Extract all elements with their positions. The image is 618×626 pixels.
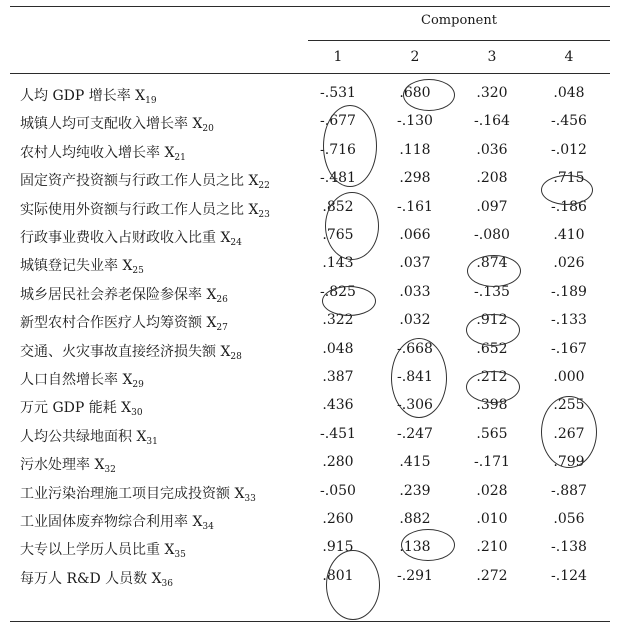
table-row: [0, 80, 618, 109]
table-row: [0, 421, 618, 450]
loading-cell-c3: .212: [476, 369, 508, 385]
loading-cell-c1: -.531: [320, 85, 356, 101]
table-row: [0, 563, 618, 592]
loading-cell-c4: -.138: [551, 539, 587, 556]
table-row: [0, 137, 618, 166]
component-rule: [308, 40, 610, 41]
row-label-subscript: 32: [104, 465, 116, 476]
loading-cell-c3: .652: [476, 340, 508, 357]
row-label-subscript: 19: [145, 96, 157, 106]
row-label: [20, 341, 242, 362]
row-label-text: 万元 GDP 能耗 X: [20, 400, 132, 417]
row-label-subscript: 28: [230, 351, 242, 362]
loading-cell-c1: .801: [322, 567, 354, 584]
row-label: [20, 511, 214, 532]
loading-cell-c3: .874: [476, 255, 508, 272]
table-row: [0, 336, 618, 365]
row-label: [20, 426, 158, 447]
loading-cell-c2: -.306: [397, 397, 433, 414]
loading-cell-c3: .272: [476, 567, 508, 584]
loading-cell-c1: -.451: [320, 425, 356, 442]
table-row: [0, 194, 618, 223]
loading-cell-c2: -.161: [397, 198, 433, 215]
row-label: [20, 113, 214, 134]
loading-cell-c2: -.247: [397, 425, 433, 442]
loading-cell-c3: .398: [476, 397, 508, 414]
loading-cell-c4: -.167: [551, 340, 587, 357]
loading-cell-c4: -.133: [551, 312, 587, 329]
row-label-subscript: 30: [131, 408, 143, 419]
row-label: [20, 85, 157, 106]
bottom-rule: [10, 621, 610, 622]
row-label: [20, 170, 270, 191]
row-label-text: 人口自然增长率 X: [20, 372, 133, 388]
loading-cell-c1: -.716: [320, 141, 356, 158]
row-label-subscript: 31: [146, 436, 158, 447]
loading-cell-c4: .410: [553, 227, 585, 243]
table-row: [0, 478, 618, 507]
header-rule: [10, 73, 610, 74]
row-label: [20, 227, 242, 248]
loading-cell-c4: -.189: [551, 283, 587, 300]
table-row: [0, 250, 618, 279]
row-label: [20, 539, 186, 560]
loading-cell-c2: -.668: [397, 340, 433, 357]
loading-cell-c2: .680: [399, 85, 431, 101]
row-label-subscript: 20: [202, 124, 214, 135]
column-header-2: 2: [410, 49, 420, 65]
row-label-text: 污水处理率 X: [20, 457, 105, 474]
loading-cell-c2: .032: [399, 312, 431, 329]
loading-cell-c3: .912: [476, 312, 508, 329]
row-label-text: 每万人 R&D 人员数 X: [20, 570, 162, 587]
table-row: [0, 307, 618, 336]
row-label-text: 行政事业费收入占财政收入比重 X: [20, 230, 231, 246]
row-label-text: 城镇登记失业率 X: [20, 258, 133, 275]
loading-cell-c4: .799: [553, 454, 585, 471]
table-row: [0, 392, 618, 421]
loading-cell-c2: .037: [399, 255, 431, 272]
column-header-1: 1: [333, 49, 343, 65]
loading-cell-c2: -.841: [397, 369, 433, 385]
top-rule: [10, 6, 610, 7]
loading-cell-c1: -.825: [320, 283, 356, 300]
row-label-text: 城乡居民社会养老保险参保率 X: [20, 286, 217, 303]
row-label-subscript: 22: [258, 181, 270, 192]
row-label-subscript: 25: [132, 266, 144, 277]
loading-cell-c1: .322: [322, 312, 354, 329]
loading-cell-c4: -.186: [551, 198, 587, 215]
row-label-subscript: 36: [161, 578, 173, 589]
row-label-subscript: 23: [258, 209, 270, 220]
loading-cell-c1: -.050: [320, 482, 356, 499]
loading-cell-c2: .882: [399, 511, 431, 527]
row-label: [20, 255, 144, 276]
loading-cell-c3: .010: [476, 511, 508, 527]
row-label: [20, 397, 143, 418]
loading-cell-c3: .210: [476, 539, 508, 556]
loading-cell-c3: -.171: [474, 454, 510, 471]
loading-cell-c2: .298: [399, 170, 431, 187]
row-label-text: 人均 GDP 增长率 X: [20, 88, 146, 104]
loading-cell-c4: .026: [553, 255, 585, 272]
row-label: [20, 454, 116, 475]
row-label-text: 新型农村合作医疗人均筹资额 X: [20, 315, 217, 332]
loading-cell-c4: -.456: [551, 113, 587, 130]
row-label-subscript: 34: [202, 522, 214, 532]
loading-cell-c2: .239: [399, 482, 431, 499]
loading-cell-c4: .048: [553, 85, 585, 101]
table-row: [0, 506, 618, 535]
table-row: [0, 534, 618, 563]
table-row: [0, 449, 618, 478]
row-label-text: 大专以上学历人员比重 X: [20, 542, 175, 559]
row-label-text: 工业污染治理施工项目完成投资额 X: [20, 485, 245, 502]
loading-cell-c4: .715: [553, 170, 585, 187]
table-row: [0, 279, 618, 308]
row-label: [20, 312, 228, 333]
loading-cell-c4: -.887: [551, 482, 587, 499]
table-row: [0, 108, 618, 137]
row-label-subscript: 21: [174, 152, 186, 163]
loading-cell-c3: .028: [476, 482, 508, 499]
loading-cell-c3: -.135: [474, 283, 510, 300]
loading-cell-c2: .138: [399, 539, 431, 556]
table-row: [0, 165, 618, 194]
loading-cell-c1: .048: [322, 340, 354, 357]
row-label-subscript: 35: [174, 550, 186, 561]
row-label-text: 固定资产投资额与行政工作人员之比 X: [20, 173, 259, 190]
loading-cell-c1: .852: [322, 198, 354, 215]
row-label-subscript: 33: [244, 493, 256, 504]
table-row: [0, 364, 618, 393]
component-header: Component: [421, 13, 497, 28]
loading-cell-c1: .387: [322, 369, 354, 385]
loading-cell-c3: .320: [476, 85, 508, 101]
loading-cell-c4: .056: [553, 511, 585, 527]
row-label-subscript: 26: [216, 294, 228, 305]
row-label: [20, 483, 256, 504]
loading-cell-c2: .415: [399, 454, 431, 471]
table-row: [0, 222, 618, 251]
column-header-3: 3: [487, 49, 497, 65]
row-label-text: 人均公共绿地面积 X: [20, 428, 147, 445]
loading-cell-c1: .143: [322, 255, 354, 272]
loading-cell-c1: -.481: [320, 170, 356, 187]
loading-cell-c1: .260: [322, 511, 354, 527]
loading-cell-c3: -.080: [474, 227, 510, 243]
loading-cell-c2: -.130: [397, 113, 433, 130]
row-label-subscript: 29: [132, 380, 144, 390]
row-label-text: 工业固体废弃物综合利用率 X: [20, 514, 203, 530]
loading-cell-c4: -.124: [551, 567, 587, 584]
loading-cell-c3: .565: [476, 425, 508, 442]
loading-cell-c2: .066: [399, 227, 431, 243]
loading-cell-c3: .036: [476, 141, 508, 158]
loading-cell-c1: .436: [322, 397, 354, 414]
row-label-text: 交通、火灾事故直接经济损失额 X: [20, 343, 231, 360]
row-label: [20, 284, 228, 305]
loading-cell-c4: -.012: [551, 141, 587, 158]
loading-cell-c1: .915: [322, 539, 354, 556]
row-label-text: 实际使用外资额与行政工作人员之比 X: [20, 201, 259, 218]
row-label-text: 农村人均纯收入增长率 X: [20, 144, 175, 161]
loading-cell-c1: .280: [322, 454, 354, 471]
loading-cell-c3: .208: [476, 170, 508, 187]
loading-cell-c4: .267: [553, 425, 585, 442]
loading-cell-c1: -.677: [320, 113, 356, 130]
row-label: [20, 568, 173, 589]
loading-cell-c2: .033: [399, 283, 431, 300]
row-label: [20, 199, 270, 220]
loading-cell-c2: .118: [399, 141, 431, 158]
row-label: [20, 369, 144, 390]
loading-cell-c3: .097: [476, 198, 508, 215]
loading-cell-c4: .255: [553, 397, 585, 414]
row-label-subscript: 24: [230, 238, 242, 248]
row-label-subscript: 27: [216, 323, 228, 334]
loading-cell-c2: -.291: [397, 567, 433, 584]
loading-cell-c1: .765: [322, 227, 354, 243]
loading-cell-c4: .000: [553, 369, 585, 385]
row-label-text: 城镇人均可支配收入增长率 X: [20, 116, 203, 133]
column-header-4: 4: [564, 49, 574, 65]
loading-cell-c3: -.164: [474, 113, 510, 130]
row-label: [20, 142, 186, 163]
